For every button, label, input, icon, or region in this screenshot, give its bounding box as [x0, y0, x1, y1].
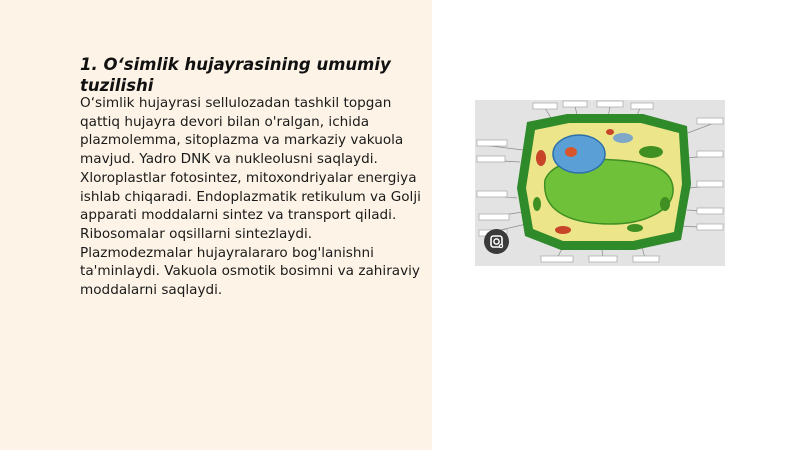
plant-cell-illustration	[475, 100, 725, 266]
nucleus-shape	[553, 135, 605, 173]
organelle-shape	[613, 133, 633, 143]
mitochondrion-shape	[606, 129, 614, 135]
nucleolus-shape	[565, 147, 577, 157]
slide-title: 1. O‘simlik hujayrasining umumiy tuzilishi	[80, 55, 391, 95]
chloroplast-shape	[660, 197, 670, 211]
chloroplast-shape	[533, 197, 541, 211]
plant-cell-diagram-image	[475, 100, 725, 266]
lens-icon	[484, 229, 509, 254]
mitochondrion-shape	[555, 226, 571, 234]
chloroplast-shape	[639, 146, 663, 158]
mitochondrion-shape	[536, 150, 546, 166]
slide-body-text: O‘simlik hujayrasi sellulozadan tashkil topgan qattiq hujayra devori bilan o'ralgan, ichida plazmolemma, sitoplazma va markaziy vakuola mavjud. Yadro DNK va nukleolusni saqlaydi. Xloroplastlar fotosintez, mitoxondriyalar energiya ishlab chiqaradi. Endoplazmatik retikulum va Golji apparati moddalarni sintez va transport qiladi. Ribosomalar oqsillarni sintezlaydi. Plazmodezmalar hujayralararo bog'lanishni ta'minlaydi. Vakuola osmotik bosimni va zahiraviy moddalarni saqlaydi.	[80, 95, 421, 299]
chloroplast-shape	[627, 224, 643, 232]
visual-search-button[interactable]	[484, 229, 509, 254]
